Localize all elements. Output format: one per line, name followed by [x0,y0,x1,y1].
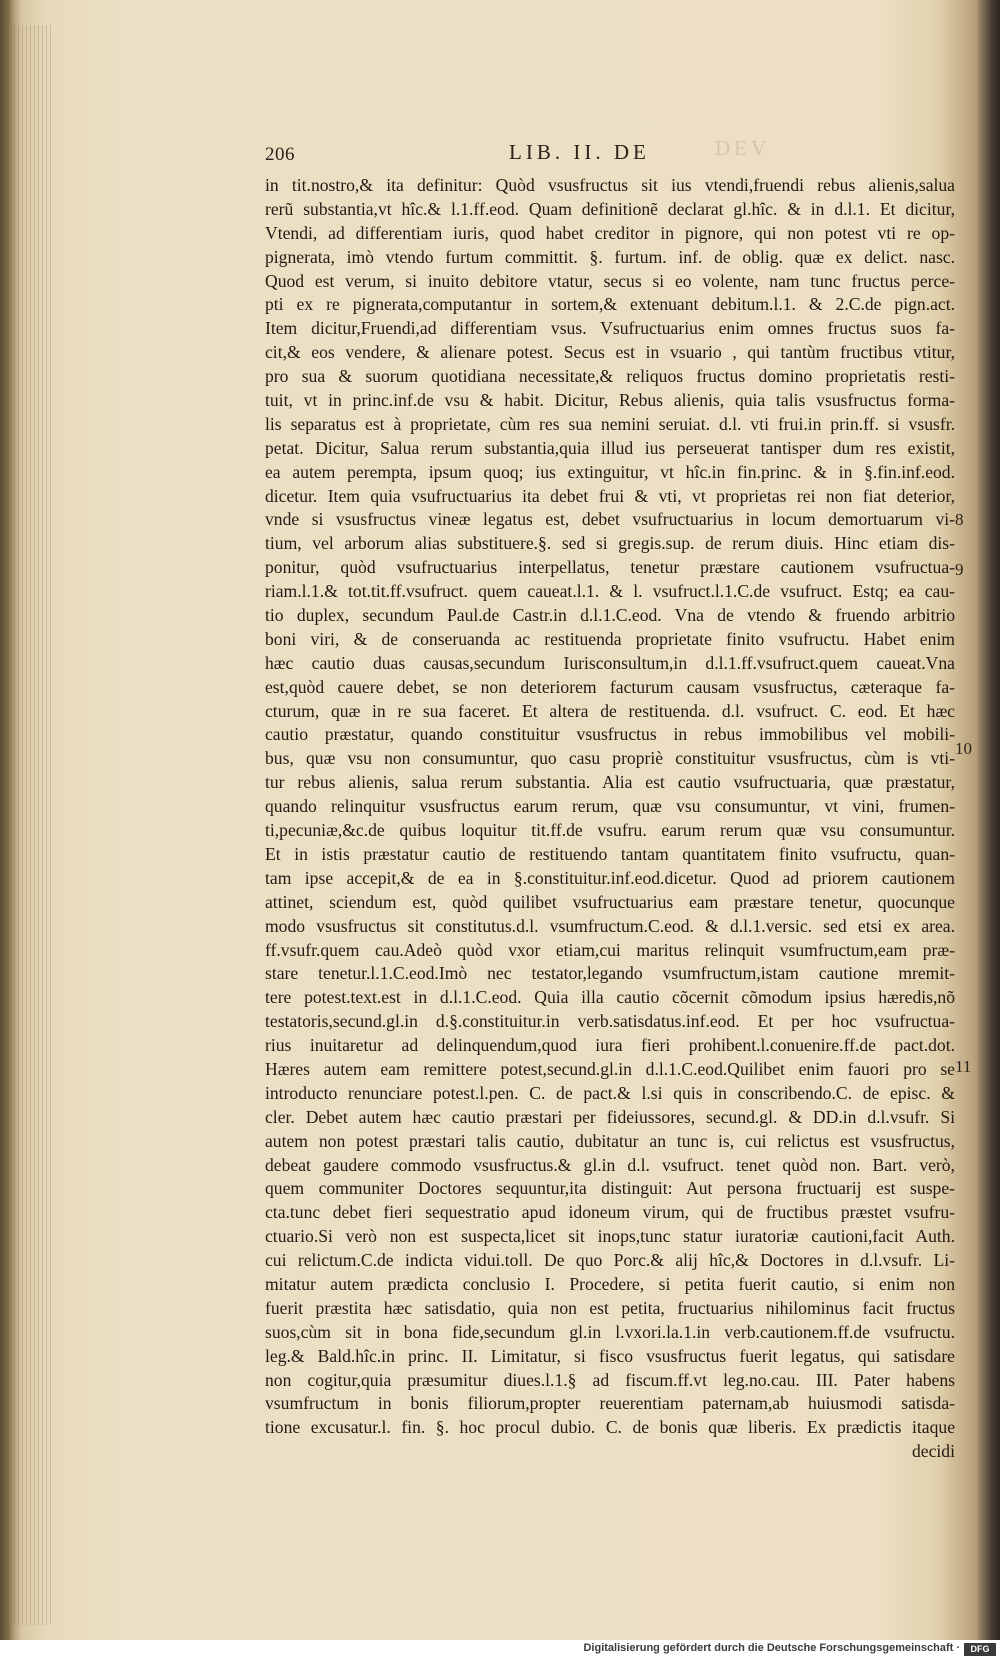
text-line: non cogitur,quia præsumitur diues.l.1.§ ad fiscum.ff.vt leg.no.cau. III. Pater habens [265,1369,955,1390]
text-line: riam.l.1.& tot.tit.ff.vsufruct. quem caueat.l.1. & l. vsufruct.l.1.C.de vsufruct. Estq; ea cau- [265,581,955,602]
text-line: autem non potest præstari talis cautio, dubitatur an tunc is, cui relictus est vsusfructus, [265,1130,955,1151]
text-line: petat. Dicitur, Salua rerum substantia,quia illud ius perseuerat tantisper dum res existit, [265,437,955,458]
text-line: Et in istis præstatur cautio de restituendo tantam quantitatem finito vsufructu, quan- [265,843,955,864]
text-line: ea autem perempta, ipsum quoq; ius extinguitur, vt hîc.in fin.princ. & in §.fin.inf.eod. [265,461,955,482]
text-line: Quod est verum, si inuito debitore vtatur, secus si eo volente, nam tunc fructus perce- [265,270,955,291]
text-line: lis separatus est à proprietate, cùm res sua nemini seruiat. d.l. vti frui.in prin.ff. si vsusfr. [265,413,955,434]
text-line: vsumfructum in bonis filiorum,propter reuerentiam paternam,ab huiusmodi satisda- [265,1393,955,1414]
page-header [265,136,955,170]
text-line: cler. Debet autem hæc cautio præstari per fideiussores, secund.gl. & DD.in d.l.vsufr. Si [265,1106,955,1127]
text-line: boni viri, & de conseruanda ac restituenda proprietate finito vsufructu. Habet enim [265,628,955,649]
body-text [265,174,955,1464]
text-line: mitatur autem prædicta conclusio I. Procedere, si petita fuerit cautio, si enim non [265,1273,955,1294]
text-line: rerũ substantia,vt hîc.& l.1.ff.eod. Quam definitionẽ declarat gl.hîc. & in d.l.1. Et dicitur, [265,198,955,219]
margin-number: 8 [955,510,964,529]
text-line: ff.vsufr.quem cau.Adeò quòd vxor etiam,cui maritus relinquit vsumfructum,eam præ- [265,939,955,960]
text-line: tam ipse accepit,& de ea in §.constituitur.inf.eod.dicetur. Quod ad priorem cautionem [265,867,955,888]
text-line: tium, vel arborum alias substituere.§. sed si gregis.sup. de rerum diuis. Hinc etiam dis- [265,533,955,554]
text-line: tio duplex, secundum Paul.de Castr.in d.l.1.C.eod. Vna de vtendo & fruendo arbitrio [265,605,955,626]
text-line: tere potest.text.est in d.l.1.C.eod. Quia illa cautio cõcernit cõmodum ipsius hæredis,nõ [265,987,955,1008]
text-line: rius inuitaretur ad delinquendum,quod iura fieri prohibent.l.conuenire.ff.de pact.dot. [265,1035,955,1056]
text-line: bus, quæ vsu non consumuntur, quo casu propriè constituitur vsusfructus, cùm is vti- [265,748,955,769]
footer-bar [0,1640,1000,1660]
text-line: tione excusatur.l. fin. §. hoc procul dubio. C. de bonis quæ liberis. Ex prædictis itaque [265,1417,955,1438]
text-line: modo vsusfructus sit constitutus.d.l. vsumfructum.C.eod. & d.l.1.versic. sed etsi ex area. [265,915,955,936]
page-number: 206 [265,144,295,165]
text-line: quando relinquitur vsusfructus earum rerum, quæ vsu consumuntur, vt vini, frumen- [265,796,955,817]
text-line: Vtendi, ad differentiam iuris, quod habet creditor in pignore, qui non potest vti re op- [265,222,955,243]
text-line: cit,& eos vendere, & alienare potest. Secus est in vsuario , qui tantùm fructibus vtitur, [265,342,955,363]
text-line: tur rebus alienis, salua rerum substantia. Alia est cautio vsufructuaria, quæ præstatur, [265,772,955,793]
margin-number: 11 [955,1057,972,1076]
margin-number: 9 [955,560,964,579]
text-line: in tit.nostro,& ita definitur: Quòd vsusfructus sit ius vtendi,fruendi rebus alienis,salua [265,175,955,195]
text-line: ctuario.Si verò non est suspecta,licet sit inops,tunc statur iuratoriæ cautioni,facit Auth. [265,1226,955,1247]
text-line: cturum, quæ in re sua faceret. Et altera de restituenda. d.l. vsufruct. C. eod. Et hæc [265,700,955,721]
book-spine [978,0,1000,1640]
text-line: tuit, vt in princ.inf.de vsu & habit. Dicitur, Rebus alienis, quia talis vsusfructus forma- [265,390,955,411]
running-head: LIB. II. DE [509,140,650,164]
text-line: fuerit præstita hæc satisdatio, quia non est petita, fructuarius nihilominus facit fructus [265,1297,955,1318]
text-line: ti,pecuniæ,&c.de quibus loquitur tit.ff.de vsufru. earum rerum quæ vsu consumuntur. [265,820,955,841]
text-line: suos,cùm sit in bona fide,secundum gl.in l.vxori.la.1.in verb.cautionem.ff.de vsufructu. [265,1321,955,1342]
text-line: cui relictum.C.de indicta vidui.toll. De quo Porc.& alij hîc,& Doctores in d.l.vsufr. Li- [265,1250,955,1271]
text-line: stare tenetur.l.1.C.eod.Imò nec testator,legando vsumfructum,istam cautione mremit- [265,963,955,984]
text-line: hæc cautio duas causas,secundum Iurisconsultum,in d.l.1.ff.vsufruct.quem caueat.Vna [265,652,955,673]
text-line: testatoris,secund.gl.in d.§.constituitur.in verb.satisdatus.inf.eod. Et per hoc vsufructua- [265,1011,955,1032]
dfg-logo: DFG [964,1643,996,1656]
digitization-credit: Digitalisierung gefördert durch die Deutsche Forschungsgemeinschaft · [583,1642,960,1654]
show-through-text: DEV [715,136,771,160]
text-line: pti ex re pignerata,computantur in sortem,& extenuant debitum.l.1. & 2.C.de pign.act. [265,294,955,315]
text-line: debeat gaudere commodo vsusfructus.& gl.in d.l. vsufruct. tenet quòd non. Bart. verò, [265,1154,955,1175]
text-line: leg.& Bald.hîc.in princ. II. Limitatur, si fisco vsusfructus fuerit legatus, qui satisdare [265,1345,955,1366]
page-edge [14,25,54,1625]
text-line: quem communiter Doctores sequuntur,ita distinguit: Aut persona fructuarij est suspe- [265,1178,955,1199]
text-line: cautio præstatur, quando constituitur vsusfructus in rebus immobilibus vel mobili- [265,724,955,745]
text-line: cta.tunc debet fieri sequestratio apud idoneum virum, qui de fructibus præstet vsufru- [265,1202,955,1223]
text-line: Item dicitur,Fruendi,ad differentiam vsus. Vsufructuarius enim omnes fructus suos fa- [265,318,955,339]
text-line: pignerata, imò vtendo furtum committit. §. furtum. inf. de oblig. quæ ex delict. nasc. [265,246,955,267]
margin-number: 10 [955,739,972,758]
text-line: pro sua & suorum quotidiana necessitate,& reliquos fructus domino proprietatis resti- [265,366,955,387]
text-line: dicetur. Item quia vsufructuarius ita debet frui & vti, vt proprietas rei non fiat deterior, [265,485,955,506]
text-line: introducto renunciare potest.l.pen. C. de pact.& l.si quis in conscribendo.C. de episc. & [265,1082,955,1103]
text-line: est,quòd cauere debet, se non deteriorem facturum causam vsusfructus, cæteraque fa- [265,676,955,697]
text-line: attinet, sciendum est, quòd quilibet vsufructuarius eam præstare tenetur, quocunque [265,891,955,912]
text-line: decidi [912,1441,955,1462]
text-line: vnde si vsusfructus vineæ legatus est, debet vsufructuarius in locum demortuarum vi- [265,509,955,530]
text-line: Hæres autem eam remittere potest,secund.gl.in d.l.1.C.eod.Quilibet enim fauori pro se [265,1058,955,1079]
text-line: ponitur, quòd vsufructuarius interpellatus, tenetur præstare cautionem vsufructua- [265,557,955,578]
